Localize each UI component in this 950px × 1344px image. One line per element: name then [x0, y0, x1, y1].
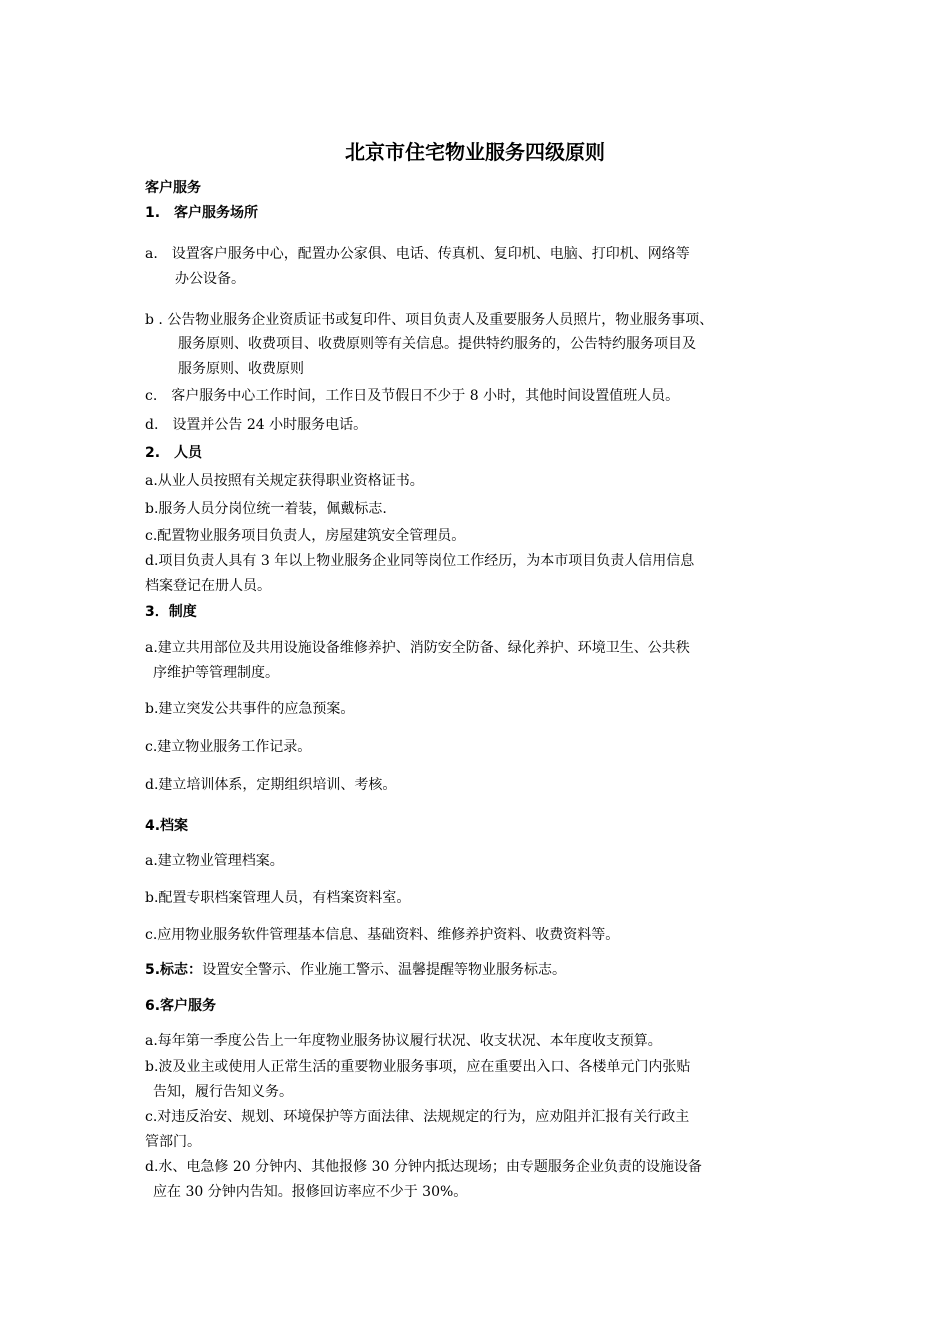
s3-heading: 3．制度: [145, 604, 197, 620]
s1-heading: 1. 客户服务场所: [145, 205, 259, 221]
s4-item-a: a.建立物业管理档案。: [145, 853, 284, 869]
s3-item-a-line1: a.建立共用部位及共用设施设备维修养护、消防安全防备、绿化养护、环境卫生、公共秩: [145, 640, 690, 656]
s3-item-b: b.建立突发公共事件的应急预案。: [145, 701, 355, 717]
s2-item-b: b.服务人员分岗位统一着装，佩戴标志.: [145, 501, 387, 517]
s1-item-d: d. 设置并公告 24 小时服务电话。: [145, 417, 368, 433]
s5-label: 5.标志：: [145, 962, 203, 978]
s1-item-b-line2: 服务原则、收费项目、收费原则等有关信息。提供特约服务的，公告特约服务项目及: [178, 336, 696, 352]
s6-item-d-line1: d.水、电急修 20 分钟内、其他报修 30 分钟内抵达现场；由专题服务企业负责的设施设备: [145, 1159, 702, 1175]
s2-item-d-line1: d.项目负责人具有 3 年以上物业服务企业同等岗位工作经历，为本市项目负责人信用信息: [145, 553, 695, 569]
s3-item-c: c.建立物业服务工作记录。: [145, 739, 312, 755]
s1-item-b-line1: b . 公告物业服务企业资质证书或复印件、项目负责人及重要服务人员照片，物业服务事项、: [145, 312, 714, 328]
s1-item-c: c. 客户服务中心工作时间，工作日及节假日不少于 8 小时，其他时间设置值班人员。: [145, 388, 680, 404]
s6-item-c-line1: c.对违反治安、规划、环境保护等方面法律、法规规定的行为，应劝阻并汇报有关行政主: [145, 1109, 690, 1125]
s2-heading: 2. 人员: [145, 445, 203, 461]
s3-item-a-line2: 序维护等管理制度。: [153, 665, 279, 681]
s6-item-b-line2: 告知，履行告知义务。: [153, 1084, 293, 1100]
document-title: 北京市住宅物业服务四级原则: [345, 140, 605, 164]
s5-text: 设置安全警示、作业施工警示、温馨提醒等物业服务标志。: [202, 962, 567, 978]
s1-item-b-line3: 服务原则、收费原则: [178, 361, 304, 377]
s1-item-a-line2: 办公设备。: [175, 271, 245, 287]
s2-item-d-line2: 档案登记在册人员。: [145, 578, 271, 594]
s6-item-b-line1: b.波及业主或使用人正常生活的重要物业服务事项，应在重要出入口、各楼单元门内张贴: [145, 1059, 691, 1075]
s5-line: [145, 961, 566, 979]
s1-item-a-line1: a. 设置客户服务中心，配置办公家俱、电话、传真机、复印机、电脑、打印机、网络等: [145, 246, 690, 262]
s4-heading: 4.档案: [145, 818, 189, 834]
section-heading: 客户服务: [145, 180, 201, 196]
s6-item-d-line2: 应在 30 分钟内告知。报修回访率应不少于 30%。: [153, 1184, 468, 1200]
s2-item-a: a.从业人员按照有关规定获得职业资格证书。: [145, 473, 424, 489]
s4-item-b: b.配置专职档案管理人员，有档案资料室。: [145, 890, 411, 906]
s4-item-c: c.应用物业服务软件管理基本信息、基础资料、维修养护资料、收费资料等。: [145, 927, 620, 943]
s6-item-a: a.每年第一季度公告上一年度物业服务协议履行状况、收支状况、本年度收支预算。: [145, 1033, 662, 1049]
s3-item-d: d.建立培训体系，定期组织培训、考核。: [145, 777, 397, 793]
s6-heading: 6.客户服务: [145, 998, 217, 1014]
s2-item-c: c.配置物业服务项目负责人，房屋建筑安全管理员。: [145, 528, 466, 544]
s6-item-c-line2: 管部门。: [145, 1134, 201, 1150]
